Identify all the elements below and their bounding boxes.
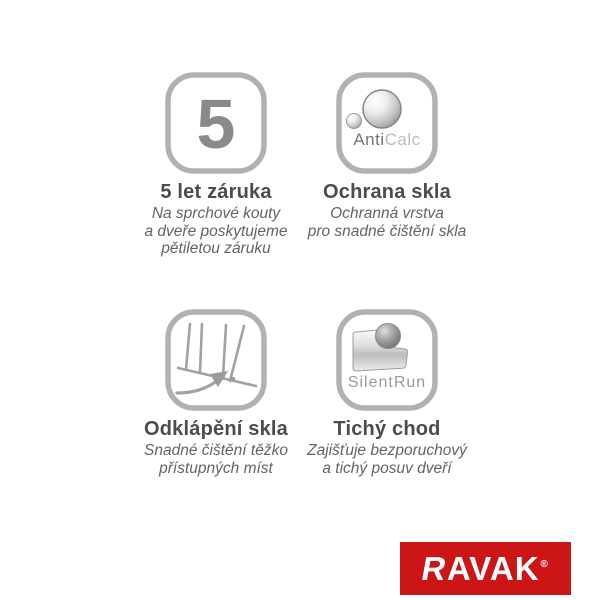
big-bubble [363,90,401,128]
feature-title-tilting-glass: Odklápění skla [144,418,288,440]
feature-title-silent-run: Tichý chod [333,418,441,440]
ravak-wordmark [418,550,549,587]
anticalc-label-calc: Calc [384,130,421,149]
feature-title-anticalc: Ochrana skla [322,181,452,203]
five-badge-icon [164,71,268,175]
anticalc-label-anti: Anti [353,130,385,149]
subtitle-line: Zajišťuje bezporuchový [307,442,467,459]
registered-trademark-symbol: ® [540,559,549,570]
silentrun-label: SilentRun [347,374,427,391]
feature-title-warranty: 5 let záruka [160,181,272,203]
subtitle-line: Ochranná vrstva [330,205,444,222]
small-bubble [347,114,362,129]
subtitle-line: pro snadné čištění skla [307,222,467,240]
feature-silent-run [282,308,492,477]
subtitle-line: Na sprchové kouty [151,205,281,222]
svg-text:AntiCalc [353,130,420,149]
subtitle-line: Snadné čištění těžko [144,442,288,459]
subtitle-line: a dveře poskytujeme [144,222,288,240]
silentrun-roller-icon [335,308,439,412]
roller-wheel [376,324,401,349]
feature-anticalc [282,71,492,240]
anticalc-bubbles-icon [335,71,439,175]
feature-subtitle-silent-run [282,442,492,477]
feature-subtitle-anticalc [282,205,492,240]
subtitle-line: a tichý posuv dveří [322,459,452,477]
tilting-glass-icon [164,308,268,412]
five-digit-glyph: 5 [196,85,236,163]
ravak-wordmark-rest: AVAK [446,550,540,587]
ravak-wordmark-initial: R [418,550,451,587]
ravak-logo [400,542,571,595]
subtitle-line: přístupných míst [159,459,273,477]
subtitle-line: pětiletou záruku [161,240,271,257]
